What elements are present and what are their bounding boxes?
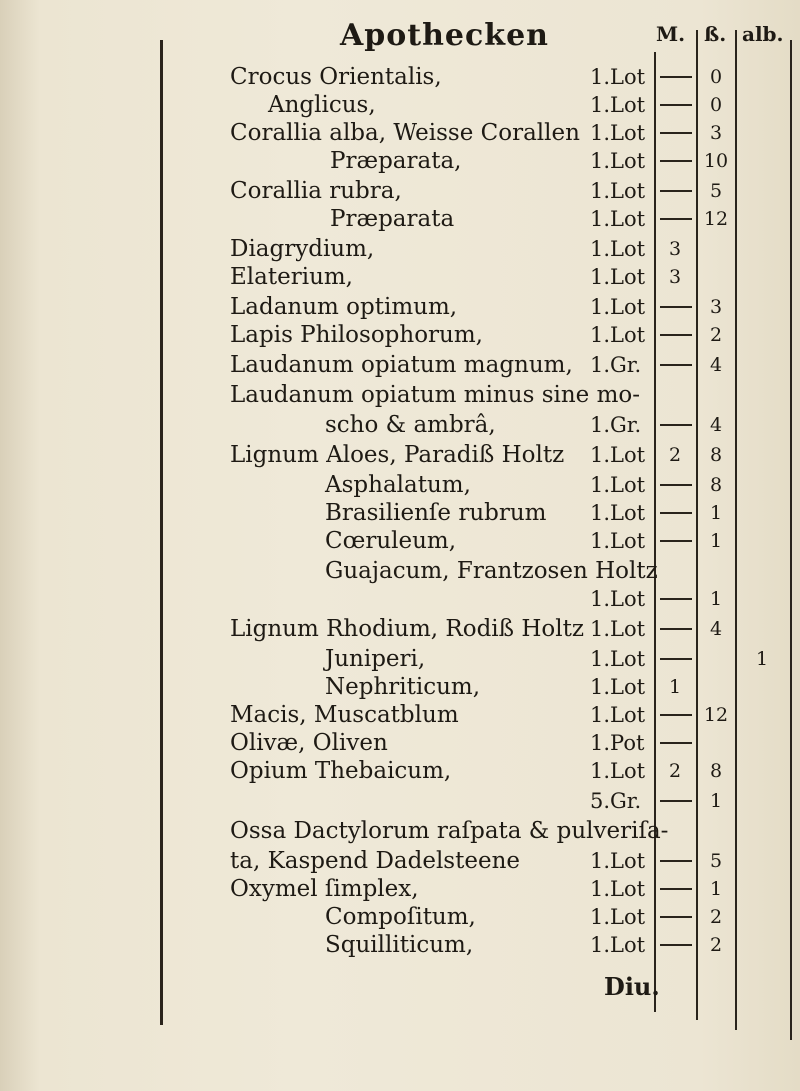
entry-unit: 1.Lot [590, 207, 646, 231]
list-item [0, 902, 800, 932]
entry-unit: 1.Lot [590, 849, 646, 873]
entry-d-value: 4 [709, 354, 723, 376]
entry-name: Laudanum opiatum minus sine mo- [230, 382, 641, 408]
entry-unit: 5.Gr. [590, 789, 642, 813]
entry-unit: 1.Lot [590, 295, 646, 319]
list-item [0, 146, 800, 176]
entry-name: Nephriticum, [325, 674, 481, 700]
entry-d-value: 2 [709, 934, 723, 956]
entry-m-dash [660, 512, 692, 514]
entry-m-dash [660, 540, 692, 542]
entry-m-dash [660, 916, 692, 918]
entry-unit: 1.Lot [590, 65, 646, 89]
list-item [0, 410, 800, 440]
entry-unit: 1.Lot [590, 759, 646, 783]
entry-d-value: 1 [709, 588, 723, 610]
list-item [0, 846, 800, 876]
entry-name: ta, Kaspend Dadelsteene [230, 848, 520, 874]
entry-name: Squilliticum, [325, 932, 474, 958]
entry-d-value: 3 [709, 122, 723, 144]
entry-m-dash [660, 132, 692, 134]
entry-unit: 1.Lot [590, 703, 646, 727]
list-item [0, 62, 800, 92]
entry-m-dash [660, 306, 692, 308]
list-item [0, 176, 800, 206]
entry-d-value: 5 [709, 180, 723, 202]
entry-m-dash [660, 484, 692, 486]
list-item [0, 470, 800, 500]
entry-name: Guajacum, Frantzosen Holtz [325, 558, 658, 584]
entry-d-value: 2 [709, 324, 723, 346]
entry-m-dash [660, 888, 692, 890]
entry-name: Cœruleum, [325, 528, 457, 554]
entry-name: scho & ambrâ, [325, 412, 496, 438]
entry-m-value: 3 [668, 238, 682, 260]
entry-unit: 1.Lot [590, 675, 646, 699]
entry-d-value: 3 [709, 296, 723, 318]
list-item [0, 526, 800, 556]
entry-unit: 1.Lot [590, 587, 646, 611]
list-item [0, 874, 800, 904]
list-item [0, 816, 800, 846]
entry-m-dash [660, 598, 692, 600]
list-item [0, 700, 800, 730]
entry-name: Ladanum optimum, [230, 294, 458, 320]
column-header-m: M. [656, 22, 686, 46]
entry-m-dash [660, 364, 692, 366]
entry-d-value: 12 [703, 704, 729, 726]
entry-unit: 1.Lot [590, 473, 646, 497]
list-item [0, 234, 800, 264]
entry-d-value: 2 [709, 906, 723, 928]
entry-m-dash [660, 860, 692, 862]
list-item [0, 786, 800, 816]
entry-d-value: 1 [709, 502, 723, 524]
entry-name: Corallia alba, Weisse Corallen [230, 120, 580, 146]
list-item [0, 728, 800, 758]
entry-m-dash [660, 218, 692, 220]
entry-m-value: 2 [668, 760, 682, 782]
list-item [0, 118, 800, 148]
entry-unit: 1.Lot [590, 93, 646, 117]
entry-name: Laudanum opiatum magnum, [230, 352, 573, 378]
entry-m-dash [660, 104, 692, 106]
entry-m-dash [660, 424, 692, 426]
column-header-d: ß. [704, 22, 727, 46]
entry-unit: 1.Lot [590, 179, 646, 203]
entry-extra-value: 1 [755, 648, 769, 670]
entry-d-value: 8 [709, 760, 723, 782]
entry-d-value: 5 [709, 850, 723, 872]
entry-name: Brasilienſe rubrum [325, 500, 547, 526]
list-item [0, 498, 800, 528]
entry-name: Præparata [330, 206, 455, 232]
list-item [0, 556, 800, 586]
entry-unit: 1.Lot [590, 529, 646, 553]
catchword: Diu. [604, 972, 660, 1001]
entry-unit: 1.Lot [590, 443, 646, 467]
entry-m-value: 1 [668, 676, 682, 698]
entry-name: Macis, Muscatblum [230, 702, 459, 728]
entry-d-value: 0 [709, 94, 723, 116]
entry-name: Anglicus, [268, 92, 376, 118]
entry-d-value: 8 [709, 444, 723, 466]
list-item [0, 320, 800, 350]
list-item [0, 204, 800, 234]
entry-m-dash [660, 658, 692, 660]
page-title: Apothecken [340, 18, 549, 53]
entry-name: Crocus Orientalis, [230, 64, 442, 90]
entry-unit: 1.Lot [590, 647, 646, 671]
entry-unit: 1.Lot [590, 933, 646, 957]
entry-d-value: 1 [709, 790, 723, 812]
entry-name: Opium Thebaicum, [230, 758, 452, 784]
entry-m-dash [660, 944, 692, 946]
entry-name: Asphalatum, [325, 472, 471, 498]
entry-m-dash [660, 714, 692, 716]
entry-name: Lapis Philosophorum, [230, 322, 483, 348]
list-item [0, 930, 800, 960]
list-item [0, 440, 800, 470]
entry-d-value: 10 [703, 150, 729, 172]
entry-unit: 1.Gr. [590, 413, 642, 437]
entry-name: Olivæ, Oliven [230, 730, 388, 756]
entry-m-dash [660, 76, 692, 78]
list-item [0, 90, 800, 120]
entry-unit: 1.Lot [590, 877, 646, 901]
entry-unit: 1.Lot [590, 121, 646, 145]
entry-m-dash [660, 742, 692, 744]
entry-m-dash [660, 190, 692, 192]
entry-m-dash [660, 334, 692, 336]
entry-unit: 1.Pot [590, 731, 645, 755]
entry-name: Lignum Aloes, Paradiß Holtz [230, 442, 565, 468]
entry-name: Ossa Dactylorum raſpata & pulveriſa- [230, 818, 669, 844]
entry-unit: 1.Lot [590, 265, 646, 289]
entry-unit: 1.Lot [590, 617, 646, 641]
entry-name: Lignum Rhodium, Rodiß Holtz [230, 616, 584, 642]
entry-d-value: 1 [709, 878, 723, 900]
entry-m-dash [660, 800, 692, 802]
entry-m-dash [660, 160, 692, 162]
list-item [0, 380, 800, 410]
column-header-extra: alb. [742, 22, 784, 46]
entry-unit: 1.Gr. [590, 353, 642, 377]
entry-d-value: 4 [709, 414, 723, 436]
entry-name: Elaterium, [230, 264, 353, 290]
entry-unit: 1.Lot [590, 323, 646, 347]
entry-name: Corallia rubra, [230, 178, 402, 204]
list-item [0, 292, 800, 322]
entry-name: Diagrydium, [230, 236, 375, 262]
entry-unit: 1.Lot [590, 905, 646, 929]
entry-name: Præparata, [330, 148, 462, 174]
entry-unit: 1.Lot [590, 237, 646, 261]
entry-m-value: 2 [668, 444, 682, 466]
entry-d-value: 12 [703, 208, 729, 230]
entry-name: Compoſitum, [325, 904, 476, 930]
list-item [0, 350, 800, 380]
list-item [0, 262, 800, 292]
entry-d-value: 8 [709, 474, 723, 496]
list-item [0, 756, 800, 786]
entry-m-dash [660, 628, 692, 630]
entry-m-value: 3 [668, 266, 682, 288]
entry-unit: 1.Lot [590, 501, 646, 525]
entry-d-value: 1 [709, 530, 723, 552]
entry-unit: 1.Lot [590, 149, 646, 173]
list-item [0, 584, 800, 614]
entry-name: Juniperi, [325, 646, 426, 672]
list-item [0, 614, 800, 644]
entry-d-value: 0 [709, 66, 723, 88]
entry-d-value: 4 [709, 618, 723, 640]
list-item [0, 644, 800, 674]
list-item [0, 672, 800, 702]
entry-name: Oxymel ſimplex, [230, 876, 419, 902]
